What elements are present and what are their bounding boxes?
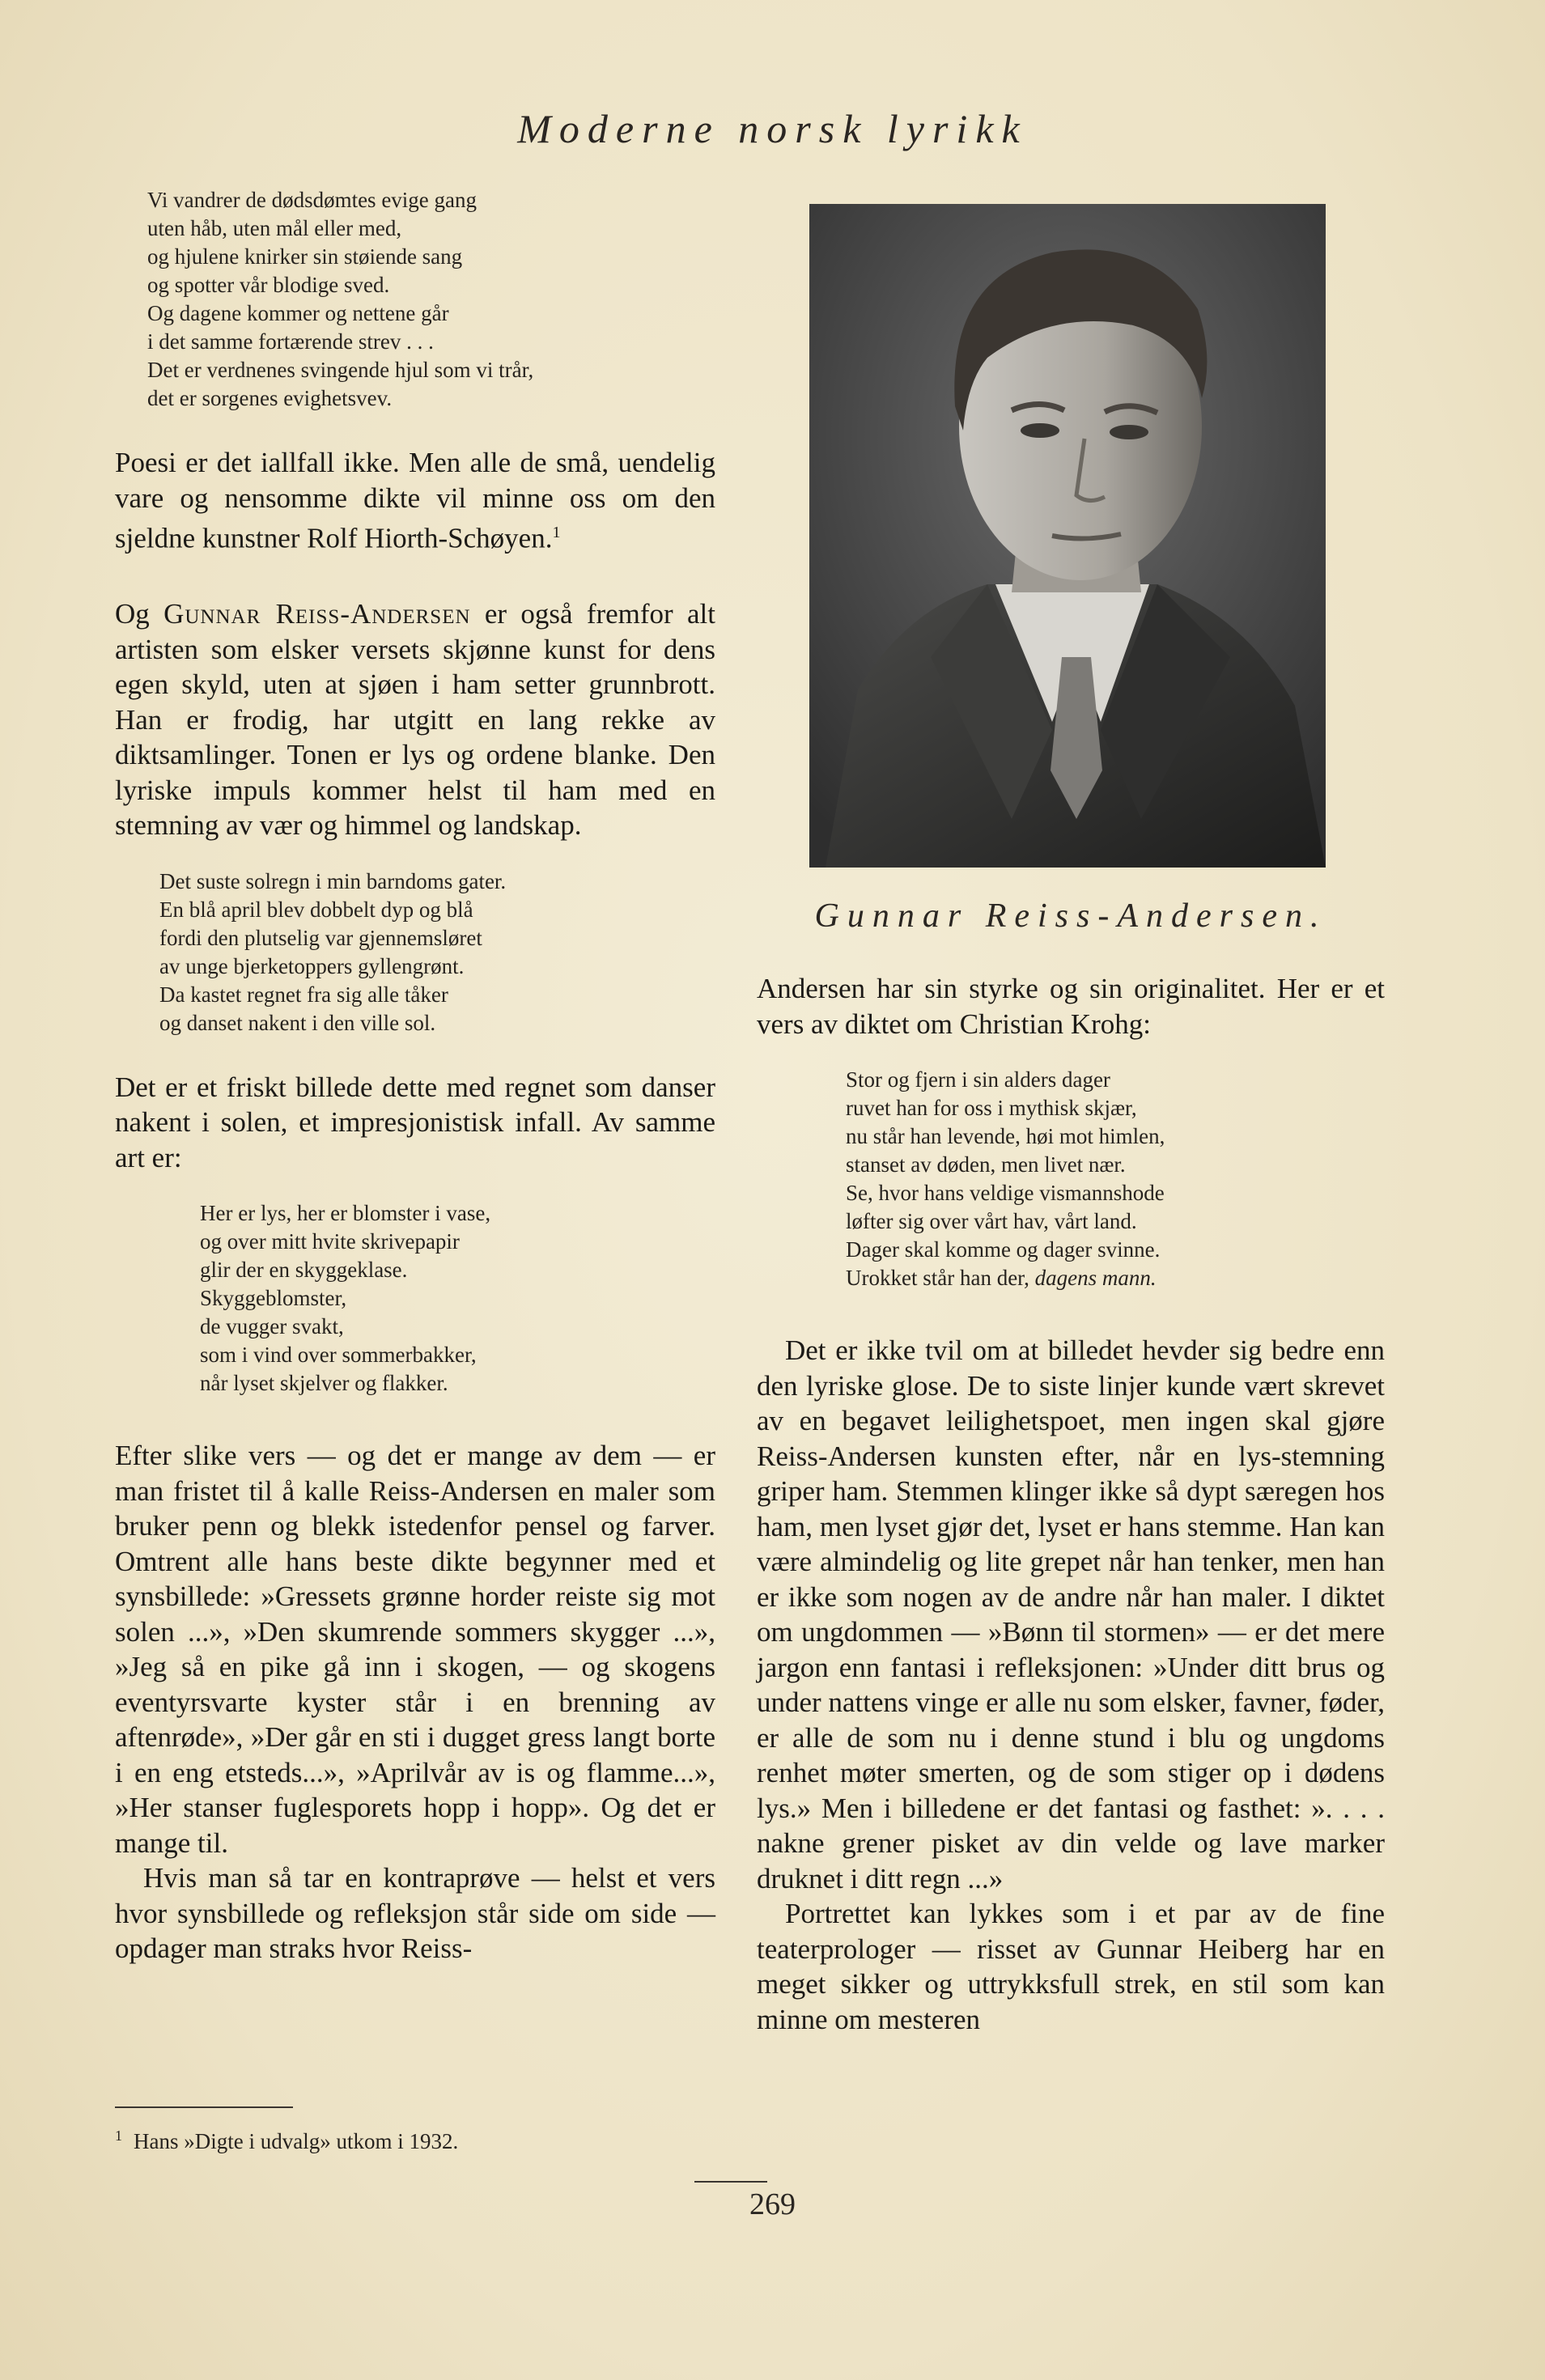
poem-line: når lyset skjelver og flakker. bbox=[200, 1371, 448, 1396]
poem-line: En blå april blev dobbelt dyp og blå bbox=[159, 897, 473, 922]
poem-line: og hjulene knirker sin støiende sang bbox=[147, 244, 463, 269]
paragraph bbox=[115, 445, 715, 556]
photo-caption: Gunnar Reiss-Andersen. bbox=[814, 897, 1327, 935]
poem-line: Da kastet regnet fra sig alle tåker bbox=[159, 982, 448, 1007]
left-column bbox=[115, 186, 715, 1966]
page-number-rule bbox=[694, 2181, 767, 2183]
poem-line: og danset nakent i den ville sol. bbox=[159, 1010, 436, 1035]
poem-line: Det er verdnenes svingende hjul som vi trår, bbox=[147, 358, 534, 382]
author-name: Gunnar Reiss-Andersen bbox=[163, 598, 471, 630]
poem-line: ruvet han for oss i mythisk skjær, bbox=[846, 1096, 1137, 1120]
poem-line: av unge bjerketoppers gyllengrønt. bbox=[159, 953, 465, 978]
poem-line: fordi den plutselig var gjennemsløret bbox=[159, 925, 482, 950]
poem-line: Skyggeblomster, bbox=[200, 1286, 347, 1311]
footnote-reference: 1 bbox=[552, 524, 561, 541]
poem-excerpt-krohg bbox=[846, 1066, 1385, 1292]
paragraph: Portrettet kan lykkes som i et par av de fine teaterprologer — risset av Gunnar Heiberg har en meget sikker og uttrykksfull strek, en stil som kan minne om mesteren bbox=[757, 1898, 1385, 2035]
footnote-mark: 1 bbox=[115, 2128, 122, 2144]
poem-line: Dager skal komme og dager svinne. bbox=[846, 1237, 1161, 1262]
footnote-text: Hans »Digte i udvalg» utkom i 1932. bbox=[134, 2129, 459, 2153]
poem-line: i det samme fortærende strev . . . bbox=[147, 329, 434, 354]
portrait-illustration bbox=[809, 204, 1326, 868]
footnote bbox=[115, 2122, 715, 2155]
poem-excerpt-2 bbox=[159, 868, 715, 1037]
poem-line: glir der en skyggeklase. bbox=[200, 1258, 408, 1283]
footnote-divider bbox=[115, 2106, 293, 2108]
poem-line: og spotter vår blodige sved. bbox=[147, 273, 390, 297]
paragraph bbox=[115, 596, 715, 843]
paragraph: Det er ikke tvil om at billedet hevder sig bedre enn den lyriske glose. De to siste linjer kunde vært skrevet av en begavet leilighetspoet, men ingen skal gjøre Reiss-Andersen kunsten efter, når en lys-stemning griper ham. Stemmen klinger ikke så dypt særegen hos ham, men lyset gjør det, lyset er hans stemme. Han kan være almindelig og lite grepet når han tenker, men han er ikke som nogen av de andre når han maler. I diktet om ungdommen — »Bønn til stormen» — er det mere jargon enn fantasi i refleksjonen: »Under ditt brus og under nattens vinge er alle nu som elsker, favner, føder, er alle de som nu i denne stund i blu og ungdoms renhet møter smerten, og de som stiger op i dødens lys.» Men i billedene er det fantasi og fasthet: ». . . . nakne grener pisket av din velde og lave marker druknet i ditt regn ...» bbox=[757, 1334, 1385, 1894]
poem-line: Stor og fjern i sin alders dager bbox=[846, 1067, 1110, 1092]
poem-line: som i vind over sommerbakker, bbox=[200, 1343, 477, 1368]
poem-line-italic: dagens mann. bbox=[1034, 1266, 1157, 1290]
portrait-photo bbox=[809, 204, 1326, 868]
paragraph: Efter slike vers — og det er mange av dem — er man fristet til å kalle Reiss-Andersen en maler som bruker penn og blekk istedenfor pensel og farver. Omtrent alle hans beste dikte begynner med et synsbillede: »Gressets grønne horder reiste sig mot solen ...», »Den skumrende sommers skygger ...», »Jeg så en pike gå inn i skogen, — og skogens eventyrsvarte kyster står i en brenning av aftenrøde», »Der går en sti i dugget gress langt borte i en eng etsteds...», »Aprilvår av is og flamme...», »Her stanser fuglesporets hopp i hopp». Og det er mange til. bbox=[115, 1440, 715, 1859]
paragraph: Det er et friskt billede dette med regnet som danser nakent i solen, et impresjonistisk infall. Av samme art er: bbox=[115, 1071, 715, 1173]
poem-line: de vugger svakt, bbox=[200, 1314, 344, 1339]
paragraph: Andersen har sin styrke og sin originalitet. Her er et vers av diktet om Christian Krohg: bbox=[757, 973, 1385, 1040]
poem-line: uten håb, uten mål eller med, bbox=[147, 216, 402, 240]
paragraph-text: Og bbox=[115, 598, 150, 630]
paragraph-text: Poesi er det iallfall ikke. Men alle de små, uendelig vare og nensomme dikte vil minne oss om den sjeldne kunstner Rolf Hiorth-Schøyen. bbox=[115, 447, 715, 554]
poem-line: Og dagene kommer og nettene går bbox=[147, 301, 449, 325]
poem-line: nu står han levende, høi mot himlen, bbox=[846, 1124, 1165, 1148]
poem-line: stanset av døden, men livet nær. bbox=[846, 1152, 1126, 1177]
poem-line-text: Urokket står han der, bbox=[846, 1266, 1029, 1290]
poem-line: Det suste solregn i min barndoms gater. bbox=[159, 868, 507, 893]
poem-line: det er sorgenes evighetsvev. bbox=[147, 386, 393, 410]
poem-line: Her er lys, her er blomster i vase, bbox=[200, 1201, 491, 1226]
poem-line bbox=[846, 1264, 1385, 1292]
poem-line: løfter sig over vårt hav, vårt land. bbox=[846, 1209, 1137, 1233]
running-head: Moderne norsk lyrikk bbox=[517, 106, 1028, 151]
paragraph: Hvis man så tar en kontraprøve — helst et vers hvor synsbillede og refleksjon står side om side — opdager man straks hvor Reiss- bbox=[115, 1862, 715, 1965]
poem-line: Se, hvor hans veldige vismannshode bbox=[846, 1181, 1165, 1205]
page-number: 269 bbox=[749, 2187, 796, 2221]
poem-excerpt-1 bbox=[147, 186, 715, 413]
paragraph-text: er også fremfor alt artisten som elsker versets skjønne kunst for dens egen skyld, uten at sjøen i ham setter grunnbrott. Han er frodig, har utgitt en lang rekke av diktsamlinger. Tonen er lys og ordene blanke. Den lyriske impuls kommer helst til ham med en stemning av vær og himmel og landskap. bbox=[115, 598, 715, 842]
poem-line: og over mitt hvite skrivepapir bbox=[200, 1229, 460, 1254]
poem-excerpt-3 bbox=[200, 1199, 715, 1398]
poem-line: Vi vandrer de dødsdømtes evige gang bbox=[147, 188, 478, 212]
right-column bbox=[757, 971, 1385, 2037]
